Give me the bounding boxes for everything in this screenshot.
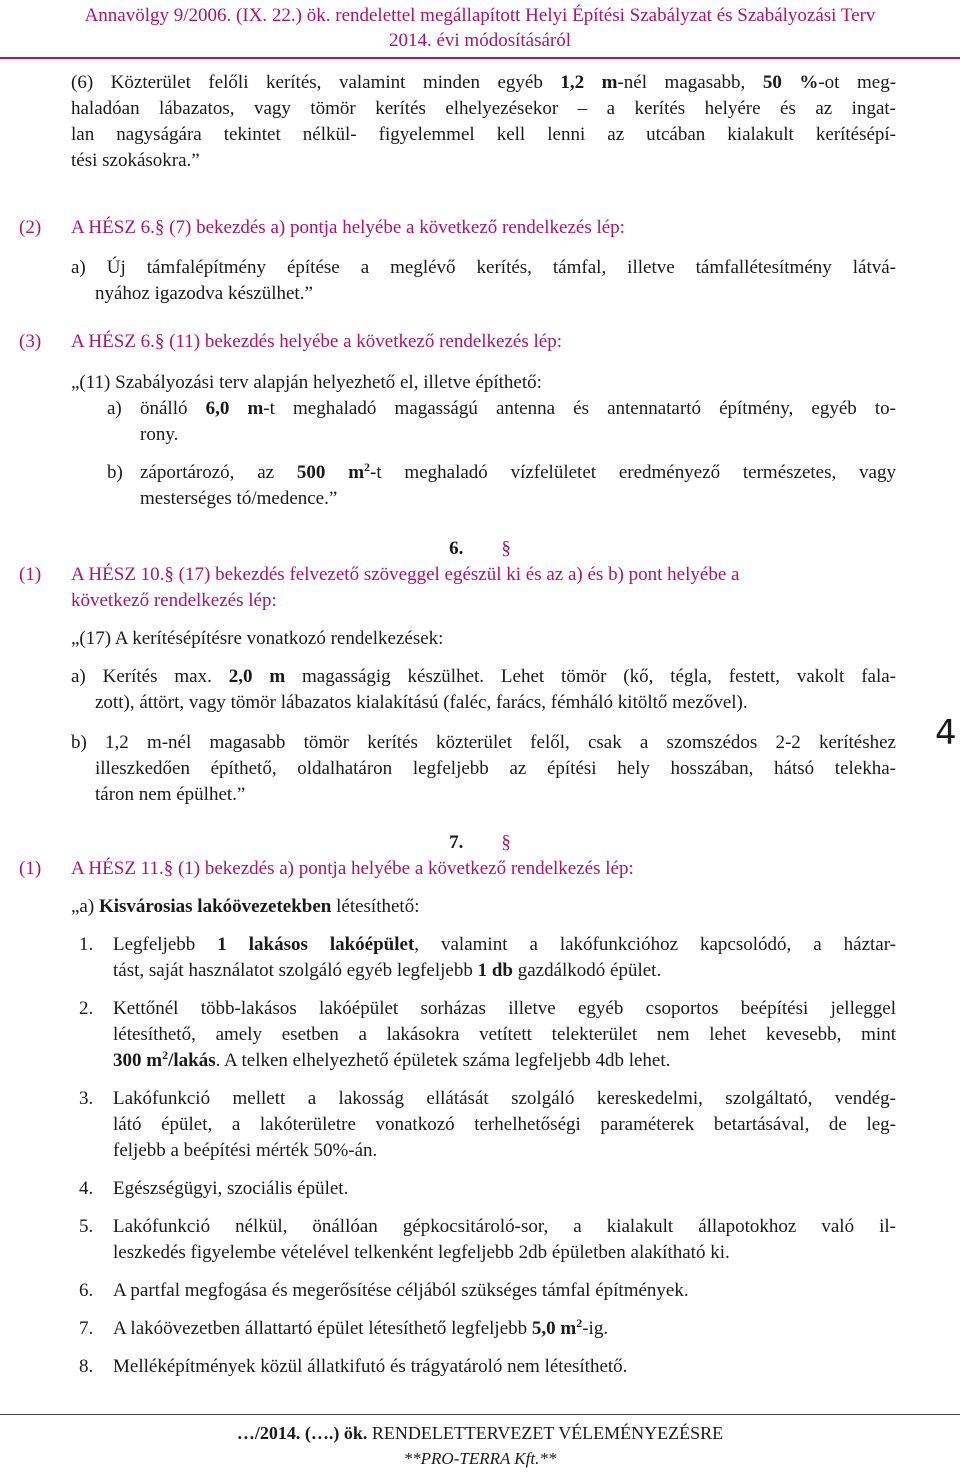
sec6-intro: „(17) A kerítésépítésre vonatkozó rendelkezések:: [71, 628, 444, 649]
sec6-a-line-2: zott), áttört, vagy tömör lábazatos kialakítású (faléc, farács, fémháló kitöltő mezővel).: [95, 692, 748, 713]
s3-a-label: a): [107, 398, 122, 419]
sec7-item-2-line-1: Kettőnél több-lakásos lakóépület sorházas illetve egyéb csoportos beépítési jelleggel: [113, 998, 896, 1019]
header-title: Annavölgy 9/2006. (IX. 22.) ök. rendelettel megállapított Helyi Építési Szabályzat és Szabályozási Terv: [84, 5, 876, 26]
sec7-item-3-number: 3.: [79, 1088, 94, 1109]
sec7-item-5-line-1: Lakófunkció nélkül, önállóan gépkocsitároló-sor, a kialakult állapotokhoz való il-: [113, 1216, 896, 1237]
sec6-heading-line-2: következő rendelkezés lép:: [71, 590, 277, 611]
sec7-item-1-bold-b: 1 db: [477, 960, 513, 981]
footer-divider: [0, 1414, 960, 1415]
footer-line-1: [0, 1420, 960, 1446]
p6-line-4: tési szokásokra.”: [71, 150, 200, 171]
sec6-bold-height: 2,0 m: [228, 666, 286, 687]
s3-heading: A HÉSZ 6.§ (11) bekezdés helyébe a következő rendelkezés lép:: [71, 331, 562, 352]
s3-a-line-1: önálló 6,0 m-t meghaladó magasságú antenna és antennatartó építmény, egyéb to-: [140, 398, 896, 419]
sec7-item-7-number: 7.: [79, 1318, 94, 1339]
sec7-item-1-line-2: tást, saját használatot szolgáló egyéb legfeljebb 1 db gazdálkodó épület.: [113, 960, 662, 981]
s2-item-a-line-1: a) Új támfalépítmény építése a meglévő kerítés, támfal, illetve támfallétesítmény látvá-: [71, 257, 896, 278]
sec7-item-5-line-2: leszkedés figyelembe vételével telkenként legfeljebb 2db épületben alakítható ki.: [113, 1242, 730, 1263]
sec6-heading-line-1: A HÉSZ 10.§ (17) bekezdés felvezető szöveggel egészül ki és az a) és b) pont helyébe a: [71, 564, 740, 585]
sec6-title-number: 6.: [449, 538, 464, 559]
sec7-heading: A HÉSZ 11.§ (1) bekezdés a) pontja helyébe a következő rendelkezés lép:: [71, 858, 634, 879]
footer-company: **PRO-TERRA Kft.**: [403, 1449, 557, 1468]
sec7-item-2-line-3: 300 $m^2$/lakás. A telken elhelyezhető épületek száma legfeljebb 4db lehet.: [113, 1048, 671, 1071]
p6-bold-percent: 50 %: [762, 72, 819, 93]
sec7-title: [0, 830, 960, 856]
sec7-item-6-number: 6.: [79, 1280, 94, 1301]
sec7-item-2-bold: 300 $m^2$/lakás: [113, 1048, 216, 1071]
sec7-item-4-line-1: Egészségügyi, szociális épület.: [113, 1178, 349, 1199]
header-divider: [0, 57, 960, 59]
sec7-item-1-number: 1.: [79, 934, 94, 955]
p6-line-2: haladóan lábazatos, vagy tömör kerítés elhelyezésekor – a kerítés helyére és az ingat-: [71, 98, 896, 119]
sec7-item-7-bold: 5,0 $m^2$: [531, 1316, 583, 1339]
sec7-item-7-line-1: A lakóövezetben állattartó épület létesíthető legfeljebb 5,0 $m^2-ig$.: [113, 1316, 609, 1339]
s3-b-line-1: záportározó, az 500 $m^2-t$ meghaladó vízfelületet eredményező természetes, vagy: [140, 460, 896, 483]
sec7-item-4-number: 4.: [79, 1178, 94, 1199]
s3-bold-height: 6,0 m: [205, 398, 264, 419]
sec7-bold-zone: Kisvárosias lakóövezetekben: [98, 896, 332, 917]
sec7-number: (1): [19, 858, 42, 879]
sec7-item-2-line-2: létesíthető, amely esetben a lakásokra vetített telekterület nem lehet kevesebb, mint: [113, 1024, 896, 1045]
sec6-b-line-1: b) 1,2 m-nél magasabb tömör kerítés közterület felől, csak a szomszédos 2-2 kerítéshez: [71, 732, 896, 753]
s3-number: (3): [19, 331, 42, 352]
s2-item-a-line-2: nyához igazodva készülhet.”: [95, 283, 313, 304]
sec6-title: [0, 536, 960, 562]
footer-bold-ref: …/2014. (….) ök.: [236, 1423, 368, 1443]
s3-bold-area: 500 $m^2$: [296, 460, 371, 483]
sec7-item-6-line-1: A partfal megfogása és megerősítése céljából szükséges támfal építmények.: [113, 1280, 689, 1301]
s2-number: (2): [19, 217, 42, 238]
sec7-item-2-number: 2.: [79, 998, 94, 1019]
sec7-section-mark: §: [501, 832, 511, 853]
sec7-item-1-line-1: Legfeljebb 1 lakásos lakóépület, valamint a lakófunkcióhoz kapcsolódó, a háztar-: [113, 934, 896, 955]
page-side-number: 4: [935, 713, 957, 753]
s3-b-line-2: mesterséges tó/medence.”: [140, 488, 338, 509]
sec7-item-8-line-1: Melléképítmények közül állatkifutó és trágyatároló nem létesíthető.: [113, 1356, 628, 1377]
s3-intro: „(11) Szabályozási terv alapján helyezhető el, illetve építhető:: [71, 372, 542, 393]
sec7-item-3-line-1: Lakófunkció mellett a lakosság ellátását szolgáló kereskedelmi, szolgáltató, vendég-: [113, 1088, 896, 1109]
p6-line-1: (6) Közterület felőli kerítés, valamint minden egyéb 1,2 m-nél magasabb, 50 %-ot meg-: [71, 72, 897, 93]
s3-b-label: b): [107, 462, 123, 483]
p6-bold-height: 1,2 m: [560, 72, 618, 93]
sec6-a-line-1: a) Kerítés max. 2,0 m magasságig készülhet. Lehet tömör (kő, tégla, festett, vakolt fala-: [71, 666, 896, 687]
footer-title: RENDELETTERVEZET VÉLEMÉNYEZÉSRE: [367, 1423, 724, 1443]
sec7-title-number: 7.: [449, 832, 464, 853]
s3-a-line-2: rony.: [140, 424, 179, 445]
sec7-intro: „a) Kisvárosias lakóövezetekben létesíthető:: [71, 896, 420, 917]
sec6-section-mark: §: [501, 538, 511, 559]
sec7-item-3-line-2: látó épület, a lakóterületre vonatkozó terhelhetőségi paraméterek betartásával, de leg-: [113, 1114, 896, 1135]
sec6-b-line-2: illeszkedően építhető, oldalhatáron legfeljebb az építési hely hosszában, hátsó telekha-: [95, 758, 896, 779]
p6-line-1-a: (6) Közterület felőli kerítés, valamint minden egyéb: [71, 72, 561, 93]
sec7-item-5-number: 5.: [79, 1216, 94, 1237]
s2-heading: A HÉSZ 6.§ (7) bekezdés a) pontja helyébe a következő rendelkezés lép:: [71, 217, 625, 238]
sec7-item-8-number: 8.: [79, 1356, 94, 1377]
sec6-number: (1): [19, 564, 42, 585]
p6-line-3: lan nagyságára tekintet nélkül- figyelemmel kell lenni az utcában kialakult kerítésépí-: [71, 124, 896, 145]
sec7-item-3-line-3: feljebb a beépítési mérték 50%-án.: [113, 1140, 378, 1161]
header-subtitle: 2014. évi módosításáról: [388, 30, 572, 51]
sec7-item-1-bold-a: 1 lakásos lakóépület: [217, 934, 415, 955]
sec6-b-line-3: táron nem épülhet.”: [95, 784, 246, 805]
